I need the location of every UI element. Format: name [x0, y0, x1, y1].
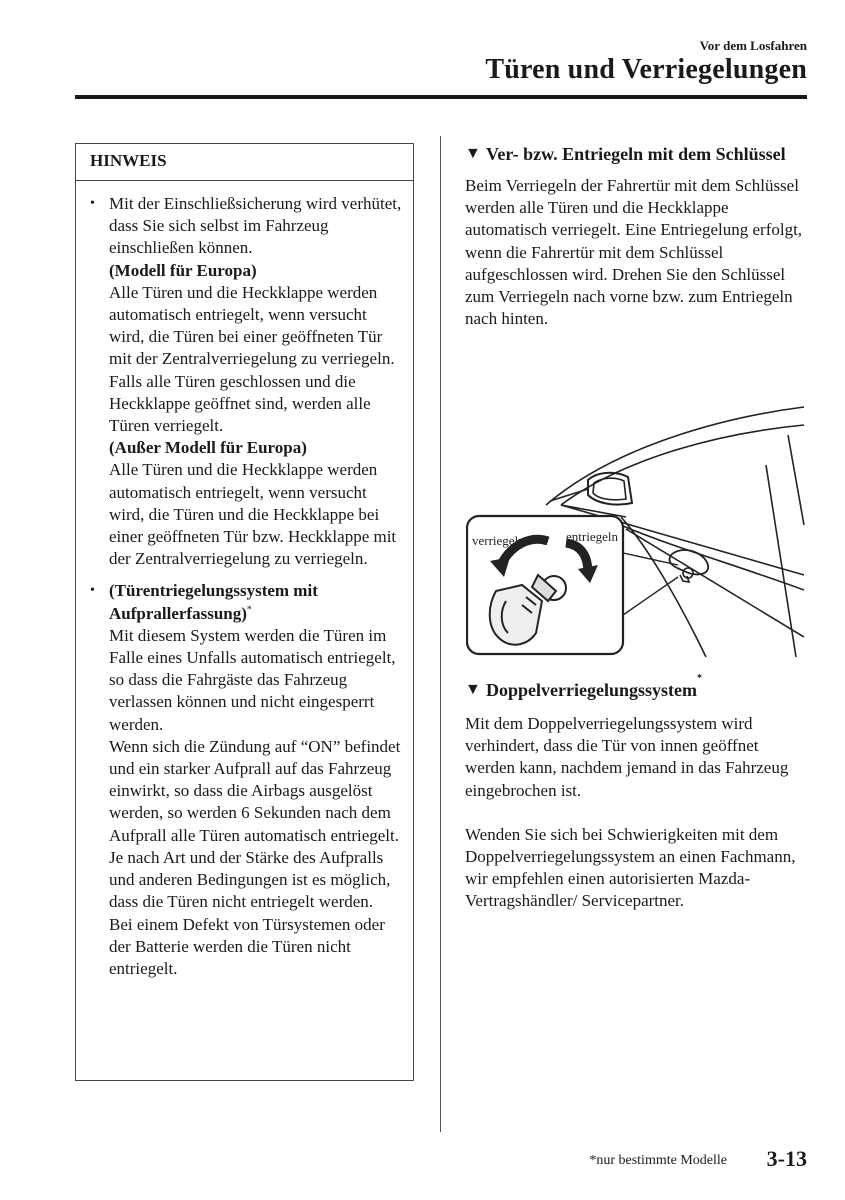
crash-unlock-title: (Türentriegelungssystem mit Aufprallerfassung) [109, 581, 318, 623]
model-asterisk: * [246, 604, 252, 615]
crash-unlock-text-1: Mit diesem System werden die Türen im Falle eines Unfalls automatisch entriegelt, so dass die Fahrgäste das Fahrzeug verlassen können und nicht eingesperrt werden. [109, 625, 396, 734]
door-key-illustration [466, 405, 806, 657]
lock-protection-intro: Mit der Einschließsicherung wird verhütet, dass Sie sich selbst im Fahrzeug einschließen können. [109, 194, 402, 258]
bullet-marker: • [90, 196, 95, 211]
note-bullet-crash-unlock [90, 580, 403, 980]
key-section-text: Beim Verriegeln der Fahrertür mit dem Schlüssel werden alle Türen und die Heckklappe automatisch verriegelt. Eine Entriegelung erfolgt, wenn die Fahrertür mit dem Schlüssel aufgeschlossen wird. Drehen Sie den Schlüssel zum Verriegeln nach vorne bzw. zum Entriegeln nach hinten. [465, 176, 803, 329]
non-europe-model-text: Alle Türen und die Heckklappe werden automatisch entriegelt, wenn versucht wird, die Türen und die Heckklappe bei einer geöffneten Tür bzw. Heckklappe mit der Zentralverriegelung zu verriegeln. [109, 460, 397, 569]
crash-unlock-text-4: Bei einem Defekt von Türsystemen oder der Batterie werden die Türen nicht entriegelt. [109, 914, 385, 978]
column-divider [440, 136, 441, 1132]
europe-model-label: (Modell für Europa) [109, 260, 257, 280]
header-rule [75, 95, 807, 99]
double-lock-text-2: Wenden Sie sich bei Schwierigkeiten mit dem Doppelverriegelungssystem an einen Fachmann, wir empfehlen einen autorisierten Mazda-Vertragshändler/ Servicepartner. [465, 824, 796, 911]
model-asterisk: * [696, 673, 702, 684]
triangle-marker-icon: ▼ [465, 145, 481, 162]
page-number: 3-13 [766, 1146, 807, 1171]
double-lock-heading: ▼ Doppelverriegelungssystem * [465, 673, 702, 700]
section-double-locking [465, 673, 810, 913]
bullet-marker: • [90, 583, 95, 599]
unlock-direction-label: entriegeln [566, 529, 618, 544]
note-bullet-lock-protection [90, 193, 403, 570]
triangle-marker-icon: ▼ [465, 681, 481, 698]
footnote-optional-models: *nur bestimmte Modelle [589, 1153, 727, 1168]
crash-unlock-text-2: Wenn sich die Zündung auf “ON” befindet und ein starker Aufprall auf das Fahrzeug einwirkt, so dass die Airbags ausgelöst werden, so werden 6 Sekunden nach dem Aufprall alle Türen automatisch entriegelt. [109, 736, 401, 845]
non-europe-model-label: (Außer Modell für Europa) [109, 438, 307, 458]
section-key-locking [465, 143, 810, 330]
double-lock-text-1: Mit dem Doppelverriegelungssystem wird verhindert, dass die Tür von innen geöffnet werden kann, nachdem jemand in das Fahrzeug eingebrochen ist. [465, 714, 789, 800]
crash-unlock-text-3: Je nach Art und der Stärke des Aufpralls und anderen Bedingungen ist es möglich, dass die Türen nicht entriegelt werden. [109, 847, 391, 912]
running-header-section: Vor dem Losfahren [699, 38, 807, 53]
note-box [75, 143, 414, 1081]
key-section-heading: ▼ Ver- bzw. Entriegeln mit dem Schlüssel [465, 144, 786, 164]
note-body [76, 181, 413, 980]
page-title: Türen und Verriegelungen [485, 54, 807, 85]
europe-model-text: Alle Türen und die Heckklappe werden automatisch entriegelt, wenn versucht wird, die Türen bei einer geöffneten Tür mit der Zentralverriegelung zu verriegeln. Falls alle Türen geschlossen und die Heckklappe geöffnet sind, werden alle Türen verriegelt. [109, 282, 395, 436]
note-heading: HINWEIS [76, 144, 413, 181]
lock-direction-label: verriegeln [472, 533, 525, 548]
